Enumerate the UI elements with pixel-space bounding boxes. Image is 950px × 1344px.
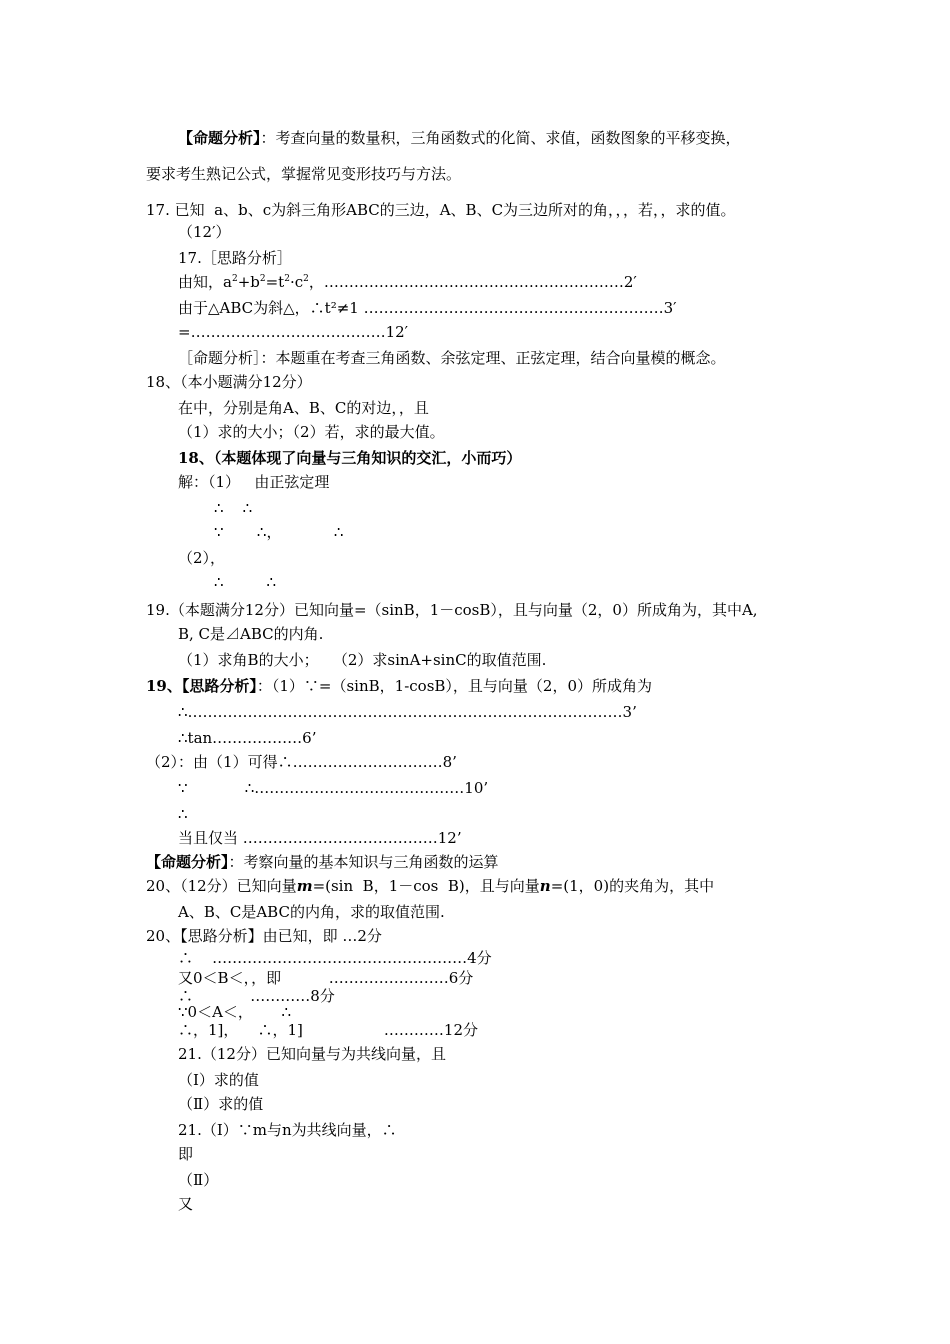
line-33: 又0＜B＜，，即 ……………………6分 [178, 969, 474, 987]
line-38: （Ⅰ）求的值 [178, 1071, 259, 1089]
line-3: （12′） [178, 223, 231, 241]
line-22: ∴……………………………………………………………………………3’ [178, 703, 637, 721]
line-35: ∵0＜A＜， ∴ [178, 1003, 292, 1021]
line-34: ∴ …………8分 [178, 987, 335, 1005]
line-27: 当且仅当 …………………………………12’ [178, 829, 462, 847]
line-26: ∴ [178, 805, 188, 823]
line-17: ∴ ∴ [214, 573, 276, 591]
line-29: 20、（12分）已知向量m=(sin B，1－cos B)，且与向量n=(1，0)的夹角为，其中 [146, 877, 715, 895]
line-31: 20、【思路分析】由已知，即 …2分 [146, 927, 382, 945]
line-36: ∴，1]， ∴，1] …………12分 [178, 1021, 479, 1039]
line-40: 21.（Ⅰ）∵m与n为共线向量，∴ [178, 1121, 397, 1139]
line-13: 解：（1） 由正弦定理 [178, 473, 330, 491]
line-28: 【命题分析】：考察向量的基本知识与三角函数的运算 [146, 853, 499, 871]
line-2: 17. 已知 a、b、c为斜三角形ABC的三边，A、B、C为三边所对的角，，，若，，求的值。 [146, 201, 736, 219]
line-8: ［命题分析］：本题重在考查三角函数、余弦定理、正弦定理，结合向量模的概念。 [178, 349, 726, 367]
line-18: 19.（本题满分12分）已知向量=（sinB，1－cosB），且与向量（2，0）所成角为，其中A, [146, 601, 758, 619]
line-43: 又 [178, 1195, 194, 1213]
line-32: ∴ ……………………………………………4分 [178, 949, 492, 967]
line-10: 在中，分别是角A、B、C的对边，，且 [178, 399, 429, 417]
line-37: 21.（12分）已知向量与为共线向量，且 [178, 1045, 446, 1063]
line-16: （2）， [178, 549, 226, 567]
line-41: 即 [178, 1145, 194, 1163]
line-6: 由于△ABC为斜△，∴t²≠1 ……………………………………………………3′ [178, 299, 677, 317]
line-42: （Ⅱ） [178, 1171, 219, 1189]
line-9: 18、（本小题满分12分） [146, 373, 312, 391]
section-tag: 【命题分析】 [178, 129, 261, 147]
line-39: （Ⅱ）求的值 [178, 1095, 264, 1113]
line-30: A、B、C是ABC的内角，求的取值范围. [178, 903, 445, 921]
line-15: ∵ ∴， ∴ [214, 523, 344, 541]
line-21: 19、【思路分析】：（1）∵=（sinB，1-cosB），且与向量（2，0）所成角为 [146, 677, 653, 695]
line-5: 由知，$a^2+b^2=t^2\cdot c^2$，……………………………………………………2′ [178, 273, 637, 291]
line-11: （1）求的大小；（2）若，求的最大值。 [178, 423, 445, 441]
line-0: 【命题分析】：考查向量的数量积，三角函数式的化简、求值，函数图象的平移变换， [178, 129, 741, 147]
line-1: 要求考生熟记公式，掌握常见变形技巧与方法。 [146, 165, 462, 183]
line-14: ∴ ∴ [214, 499, 253, 517]
line-19: B, C是⊿ABC的内角. [178, 625, 324, 643]
line-12: 18、（本题体现了向量与三角知识的交汇，小而巧） [178, 449, 522, 467]
line-25: ∵ ∴……………………………………10’ [178, 779, 489, 797]
line-7: =…………………………………12′ [178, 323, 409, 341]
line-4: 17.［思路分析］ [178, 249, 292, 267]
line-23: ∴tan………………6’ [178, 729, 317, 747]
line-20: （1）求角B的大小； （2）求sinA+sinC的取值范围. [178, 651, 547, 669]
section-tag: 【命题分析】 [146, 853, 229, 871]
line-24: （2）：由（1）可得∴…………………………8’ [146, 753, 457, 771]
